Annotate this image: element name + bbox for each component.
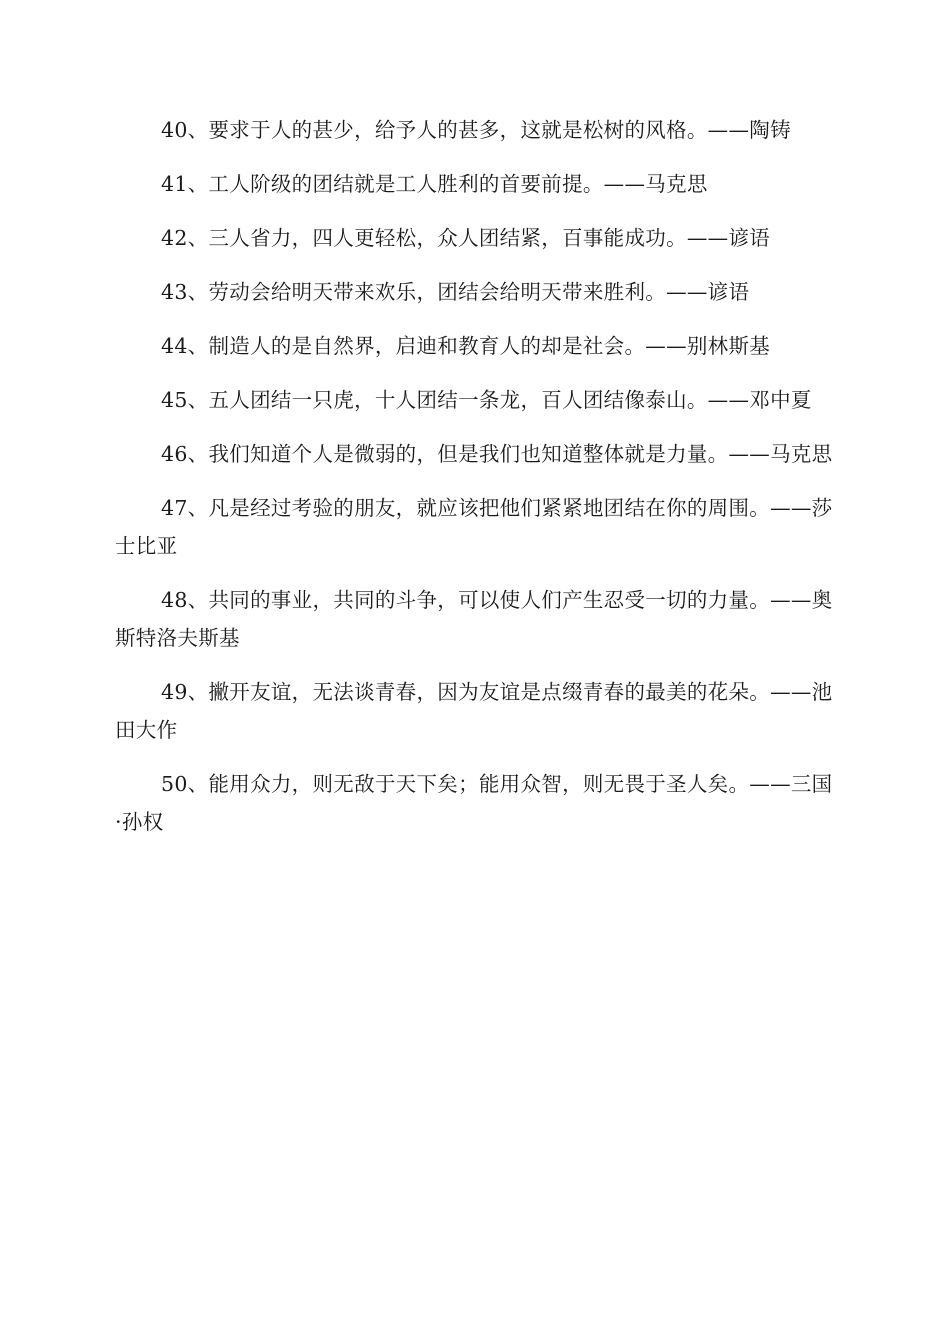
quote-list [115,111,833,857]
quote-46: 46、我们知道个人是微弱的，但是我们也知道整体就是力量。——马克思 [161,442,833,466]
quote-47: 47、凡是经过考验的朋友，就应该把他们紧紧地团结在你的周围。——莎士比亚 [115,496,833,558]
quote-40: 40、要求于人的甚少，给予人的甚多，这就是松树的风格。——陶铸 [161,118,791,142]
quote-48: 48、共同的事业，共同的斗争，可以使人们产生忍受一切的力量。——奥斯特洛夫斯基 [115,588,833,650]
quote-43: 43、劳动会给明天带来欢乐，团结会给明天带来胜利。——谚语 [161,280,750,304]
quote-45: 45、五人团结一只虎，十人团结一条龙，百人团结像泰山。——邓中夏 [161,388,812,412]
quote-42: 42、三人省力，四人更轻松，众人团结紧，百事能成功。——谚语 [161,226,771,250]
quote-49: 49、撇开友谊，无法谈青春，因为友谊是点缀青春的最美的花朵。——池田大作 [115,680,833,742]
quote-50: 50、能用众力，则无敌于天下矣；能用众智，则无畏于圣人矣。——三国·孙权 [115,772,833,834]
quote-44: 44、制造人的是自然界，启迪和教育人的却是社会。——别林斯基 [161,334,771,358]
quote-41: 41、工人阶级的团结就是工人胜利的首要前提。——马克思 [161,172,708,196]
